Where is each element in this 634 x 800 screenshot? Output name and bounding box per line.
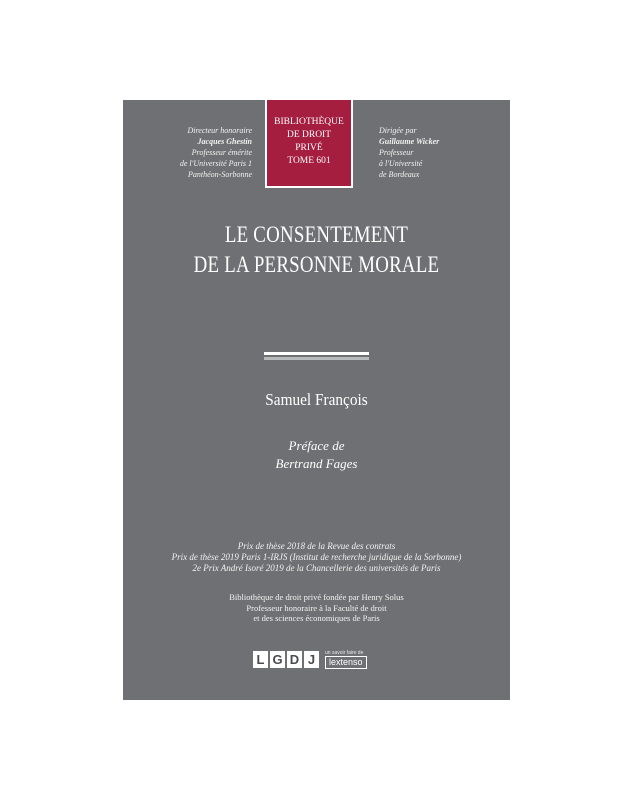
collection-name: BIBLIOTHÈQUE [274,117,344,127]
logo-letter: G [270,651,285,668]
editor-institution: à l'Université [379,159,423,168]
founder-line: Professeur honoraire à la Faculté de droit [246,602,387,613]
founder-line: et des sciences économiques de Paris [253,613,380,623]
prize-line: Prix de thèse 2018 de la Revue des contrats [237,541,396,551]
collection-badge [265,100,353,188]
lgdj-logo [253,651,319,668]
publisher-logos [253,651,367,668]
founder-line: Bibliothèque de droit privé fondée par Henry Solus [229,592,404,602]
director-name: Jacques Ghestin [197,137,252,146]
logo-letter: J [304,651,319,668]
publisher-tagline: un savoir faire de [325,650,364,656]
lextenso-logo [325,650,367,669]
tome-number: TOME 601 [287,156,331,166]
series-honorary-director [180,125,252,180]
title-line: DE LA PERSONNE MORALE [193,252,440,277]
director-institution: Panthéon-Sorbonne [188,170,252,179]
prizes-list [123,541,510,574]
role-label: Dirigée par [379,126,417,135]
collection-name: DE DROIT [286,130,332,140]
editor-name: Guillaume Wicker [379,137,440,146]
divider-rule [264,352,369,355]
divider-rule [264,357,369,360]
collection-founder-note [123,592,510,624]
preface-author: Bertrand Fages [275,456,358,471]
title-line: LE CONSENTEMENT [224,222,409,247]
collection-name: PRIVÉ [295,143,323,153]
director-title: Professeur émérite [191,148,252,157]
book-cover [123,100,510,700]
preface-credit [123,437,510,473]
author-name: Samuel François [265,390,368,409]
publisher-parent-name: lextenso [325,656,367,669]
role-label: Directeur honoraire [187,126,252,135]
editor-title: Professeur [379,148,414,157]
prize-line: 2e Prix André Isoré 2019 de la Chancellerie des universités de Paris [192,563,441,573]
series-editor [379,125,439,180]
editor-institution: de Bordeaux [379,170,420,179]
director-institution: de l'Université Paris 1 [179,159,252,168]
book-title [158,220,475,280]
logo-letter: L [253,651,268,668]
preface-label: Préface de [288,438,345,453]
prize-line: Prix de thèse 2019 Paris 1-IRJS (Institut de recherche juridique de la Sorbonne) [171,552,462,562]
logo-letter: D [287,651,302,668]
